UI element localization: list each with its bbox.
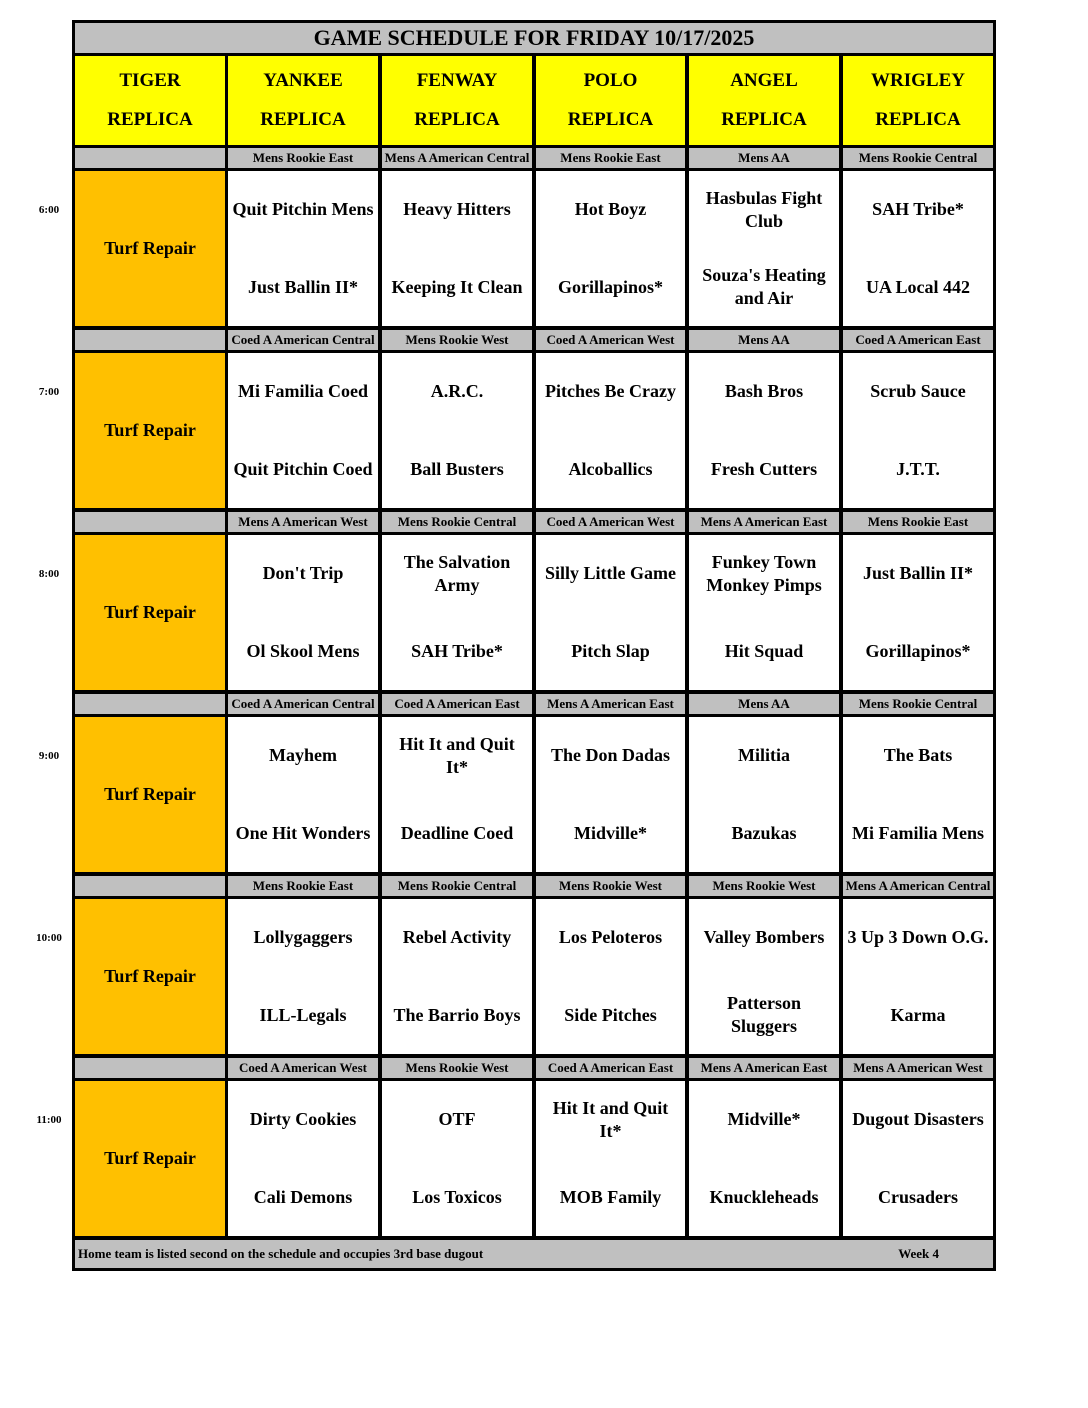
division-label: Mens Rookie Central xyxy=(382,876,532,896)
division-label: Mens Rookie East xyxy=(228,876,378,896)
home-team: Karma xyxy=(890,1004,946,1025)
turf-repair-cell: Turf Repair xyxy=(75,1081,225,1236)
game-cell xyxy=(228,353,378,508)
home-team: Crusaders xyxy=(878,1186,958,1207)
division-label: Mens Rookie East xyxy=(843,512,993,532)
home-team: Just Ballin II* xyxy=(247,276,359,297)
division-blank xyxy=(75,1058,225,1078)
field-subtitle: REPLICA xyxy=(875,108,961,130)
division-blank xyxy=(75,876,225,896)
game-cell xyxy=(689,535,839,690)
game-cell xyxy=(382,353,532,508)
turf-repair-cell: Turf Repair xyxy=(75,353,225,508)
away-team: The Bats xyxy=(883,745,953,766)
away-team: The Salvation Army xyxy=(403,551,511,595)
away-team: Militia xyxy=(738,745,790,766)
game-cell xyxy=(536,535,685,690)
game-cell xyxy=(689,717,839,872)
division-label: Mens AA xyxy=(689,148,839,168)
away-team: Midville* xyxy=(727,1109,801,1130)
time-label: 8:00 xyxy=(38,568,60,580)
division-label: Coed A American East xyxy=(843,330,993,350)
division-label: Mens Rookie Central xyxy=(382,512,532,532)
field-subtitle: REPLICA xyxy=(567,108,654,130)
game-cell xyxy=(689,1081,839,1236)
home-team: MOB Family xyxy=(559,1186,662,1207)
field-header xyxy=(689,56,839,145)
home-team: Mi Familia Mens xyxy=(852,822,984,843)
home-team: Quit Pitchin Coed xyxy=(233,458,373,479)
field-header xyxy=(75,56,225,145)
away-team: Lollygaggers xyxy=(253,927,353,948)
field-subtitle: REPLICA xyxy=(260,108,346,130)
home-team: Los Toxicos xyxy=(412,1186,502,1207)
home-team: Ball Busters xyxy=(410,458,504,479)
game-cell xyxy=(843,899,993,1054)
home-team: Side Pitches xyxy=(564,1004,657,1025)
game-cell xyxy=(689,353,839,508)
week-label: Week 4 xyxy=(898,1246,939,1261)
game-cell xyxy=(228,1081,378,1236)
division-label: Mens AA xyxy=(689,330,839,350)
home-team: Knuckleheads xyxy=(709,1186,819,1207)
game-cell xyxy=(689,171,839,326)
field-name: POLO xyxy=(583,70,638,92)
away-team: Don't Trip xyxy=(262,563,344,584)
away-team: Hasbulas Fight Club xyxy=(705,187,823,231)
away-team: Los Peloteros xyxy=(558,927,663,948)
division-label: Coed A American East xyxy=(536,1058,685,1078)
game-cell xyxy=(843,1081,993,1236)
division-label: Mens A American West xyxy=(843,1058,993,1078)
field-header xyxy=(843,56,993,145)
home-team: Bazukas xyxy=(731,822,797,843)
field-name: TIGER xyxy=(119,70,181,92)
away-team: Hit It and Quit It* xyxy=(552,1097,669,1141)
away-team: Scrub Sauce xyxy=(870,381,966,402)
away-team: Rebel Activity xyxy=(402,927,512,948)
home-team: Ol Skool Mens xyxy=(246,640,360,661)
field-subtitle: REPLICA xyxy=(721,108,807,130)
division-label: Mens Rookie West xyxy=(689,876,839,896)
away-team: Hit It and Quit It* xyxy=(399,733,515,777)
home-team: Midville* xyxy=(574,822,647,843)
footer-note: Home team is listed second on the schedule and occupies 3rd base dugout xyxy=(78,1246,484,1261)
division-label: Mens A American East xyxy=(536,694,685,714)
time-label: 7:00 xyxy=(38,386,60,398)
home-team: Keeping It Clean xyxy=(391,276,523,297)
game-cell xyxy=(382,717,532,872)
home-team: J.T.T. xyxy=(896,458,940,479)
division-blank xyxy=(75,694,225,714)
field-subtitle: REPLICA xyxy=(414,108,500,130)
field-name: YANKEE xyxy=(263,70,343,92)
away-team: Mi Familia Coed xyxy=(238,381,368,402)
away-team: Just Ballin II* xyxy=(862,563,974,584)
turf-repair-cell: Turf Repair xyxy=(75,899,225,1054)
away-team: 3 Up 3 Down O.G. xyxy=(847,927,989,948)
away-team: Silly Little Game xyxy=(545,563,676,584)
field-subtitle: REPLICA xyxy=(107,108,193,130)
game-cell xyxy=(382,1081,532,1236)
game-cell xyxy=(843,717,993,872)
division-label: Mens Rookie Central xyxy=(843,694,993,714)
game-cell xyxy=(536,353,685,508)
footer-row xyxy=(75,1240,993,1268)
home-team: Hit Squad xyxy=(724,640,804,661)
away-team: A.R.C. xyxy=(430,381,484,402)
division-label: Coed A American Central xyxy=(228,694,378,714)
away-team: Hot Boyz xyxy=(574,199,647,220)
division-blank xyxy=(75,512,225,532)
home-team: ILL-Legals xyxy=(259,1004,347,1025)
schedule-table xyxy=(72,20,996,1271)
field-name: WRIGLEY xyxy=(871,70,965,92)
away-team: Heavy Hitters xyxy=(403,199,511,220)
home-team: Pitch Slap xyxy=(571,640,650,661)
away-team: SAH Tribe* xyxy=(872,199,964,220)
away-team: Funkey Town Monkey Pimps xyxy=(706,551,822,595)
division-label: Mens A American Central xyxy=(843,876,993,896)
schedule-title: GAME SCHEDULE FOR FRIDAY 10/17/2025 xyxy=(75,23,993,53)
away-team: Quit Pitchin Mens xyxy=(232,199,374,220)
division-label: Mens Rookie West xyxy=(382,330,532,350)
away-team: Dugout Disasters xyxy=(852,1109,984,1130)
division-blank xyxy=(75,330,225,350)
division-label: Mens Rookie West xyxy=(536,876,685,896)
division-label: Coed A American East xyxy=(382,694,532,714)
turf-repair-cell: Turf Repair xyxy=(75,535,225,690)
game-cell xyxy=(536,717,685,872)
home-team: One Hit Wonders xyxy=(235,822,371,843)
game-cell xyxy=(382,899,532,1054)
division-label: Coed A American West xyxy=(536,330,685,350)
division-label: Mens AA xyxy=(689,694,839,714)
game-cell xyxy=(536,171,685,326)
division-label: Mens Rookie Central xyxy=(843,148,993,168)
home-team: UA Local 442 xyxy=(865,276,970,297)
game-cell xyxy=(843,353,993,508)
time-label: 9:00 xyxy=(38,750,60,762)
division-label: Mens Rookie East xyxy=(228,148,378,168)
division-blank xyxy=(75,148,225,168)
home-team: Deadline Coed xyxy=(400,822,514,843)
division-label: Mens A American East xyxy=(689,512,839,532)
field-header xyxy=(382,56,532,145)
home-team: The Barrio Boys xyxy=(393,1004,521,1025)
home-team: Gorillapinos* xyxy=(557,276,664,297)
game-cell xyxy=(843,171,993,326)
away-team: OTF xyxy=(438,1109,476,1130)
away-team: Dirty Cookies xyxy=(249,1109,357,1130)
game-cell xyxy=(382,171,532,326)
home-team: Gorillapinos* xyxy=(865,640,971,661)
away-team: Bash Bros xyxy=(724,381,804,402)
game-cell xyxy=(382,535,532,690)
turf-repair-cell: Turf Repair xyxy=(75,171,225,326)
home-team: Fresh Cutters xyxy=(710,458,818,479)
field-name: ANGEL xyxy=(730,70,798,92)
away-team: Valley Bombers xyxy=(703,927,825,948)
game-cell xyxy=(843,535,993,690)
time-label: 6:00 xyxy=(38,204,60,216)
home-team: Cali Demons xyxy=(253,1186,353,1207)
field-header xyxy=(228,56,378,145)
home-team: Alcoballics xyxy=(568,458,653,479)
game-cell xyxy=(689,899,839,1054)
division-label: Mens A American Central xyxy=(382,148,532,168)
away-team: Pitches Be Crazy xyxy=(545,381,676,402)
game-cell xyxy=(228,899,378,1054)
division-label: Coed A American West xyxy=(536,512,685,532)
away-team: The Don Dadas xyxy=(550,745,671,766)
division-label: Coed A American West xyxy=(228,1058,378,1078)
game-cell xyxy=(536,1081,685,1236)
game-cell xyxy=(536,899,685,1054)
game-cell xyxy=(228,535,378,690)
division-label: Mens A American East xyxy=(689,1058,839,1078)
game-cell xyxy=(228,171,378,326)
away-team: Mayhem xyxy=(269,745,337,766)
home-team: SAH Tribe* xyxy=(411,640,503,661)
turf-repair-cell: Turf Repair xyxy=(75,717,225,872)
time-label: 11:00 xyxy=(36,1114,62,1126)
field-name: FENWAY xyxy=(416,70,498,92)
division-label: Mens Rookie East xyxy=(536,148,685,168)
field-header xyxy=(536,56,685,145)
division-label: Mens A American West xyxy=(228,512,378,532)
division-label: Coed A American Central xyxy=(228,330,378,350)
game-cell xyxy=(228,717,378,872)
division-label: Mens Rookie West xyxy=(382,1058,532,1078)
home-team: Patterson Sluggers xyxy=(727,993,801,1037)
time-label: 10:00 xyxy=(36,932,62,944)
home-team: Souza's Heating and Air xyxy=(702,265,826,309)
